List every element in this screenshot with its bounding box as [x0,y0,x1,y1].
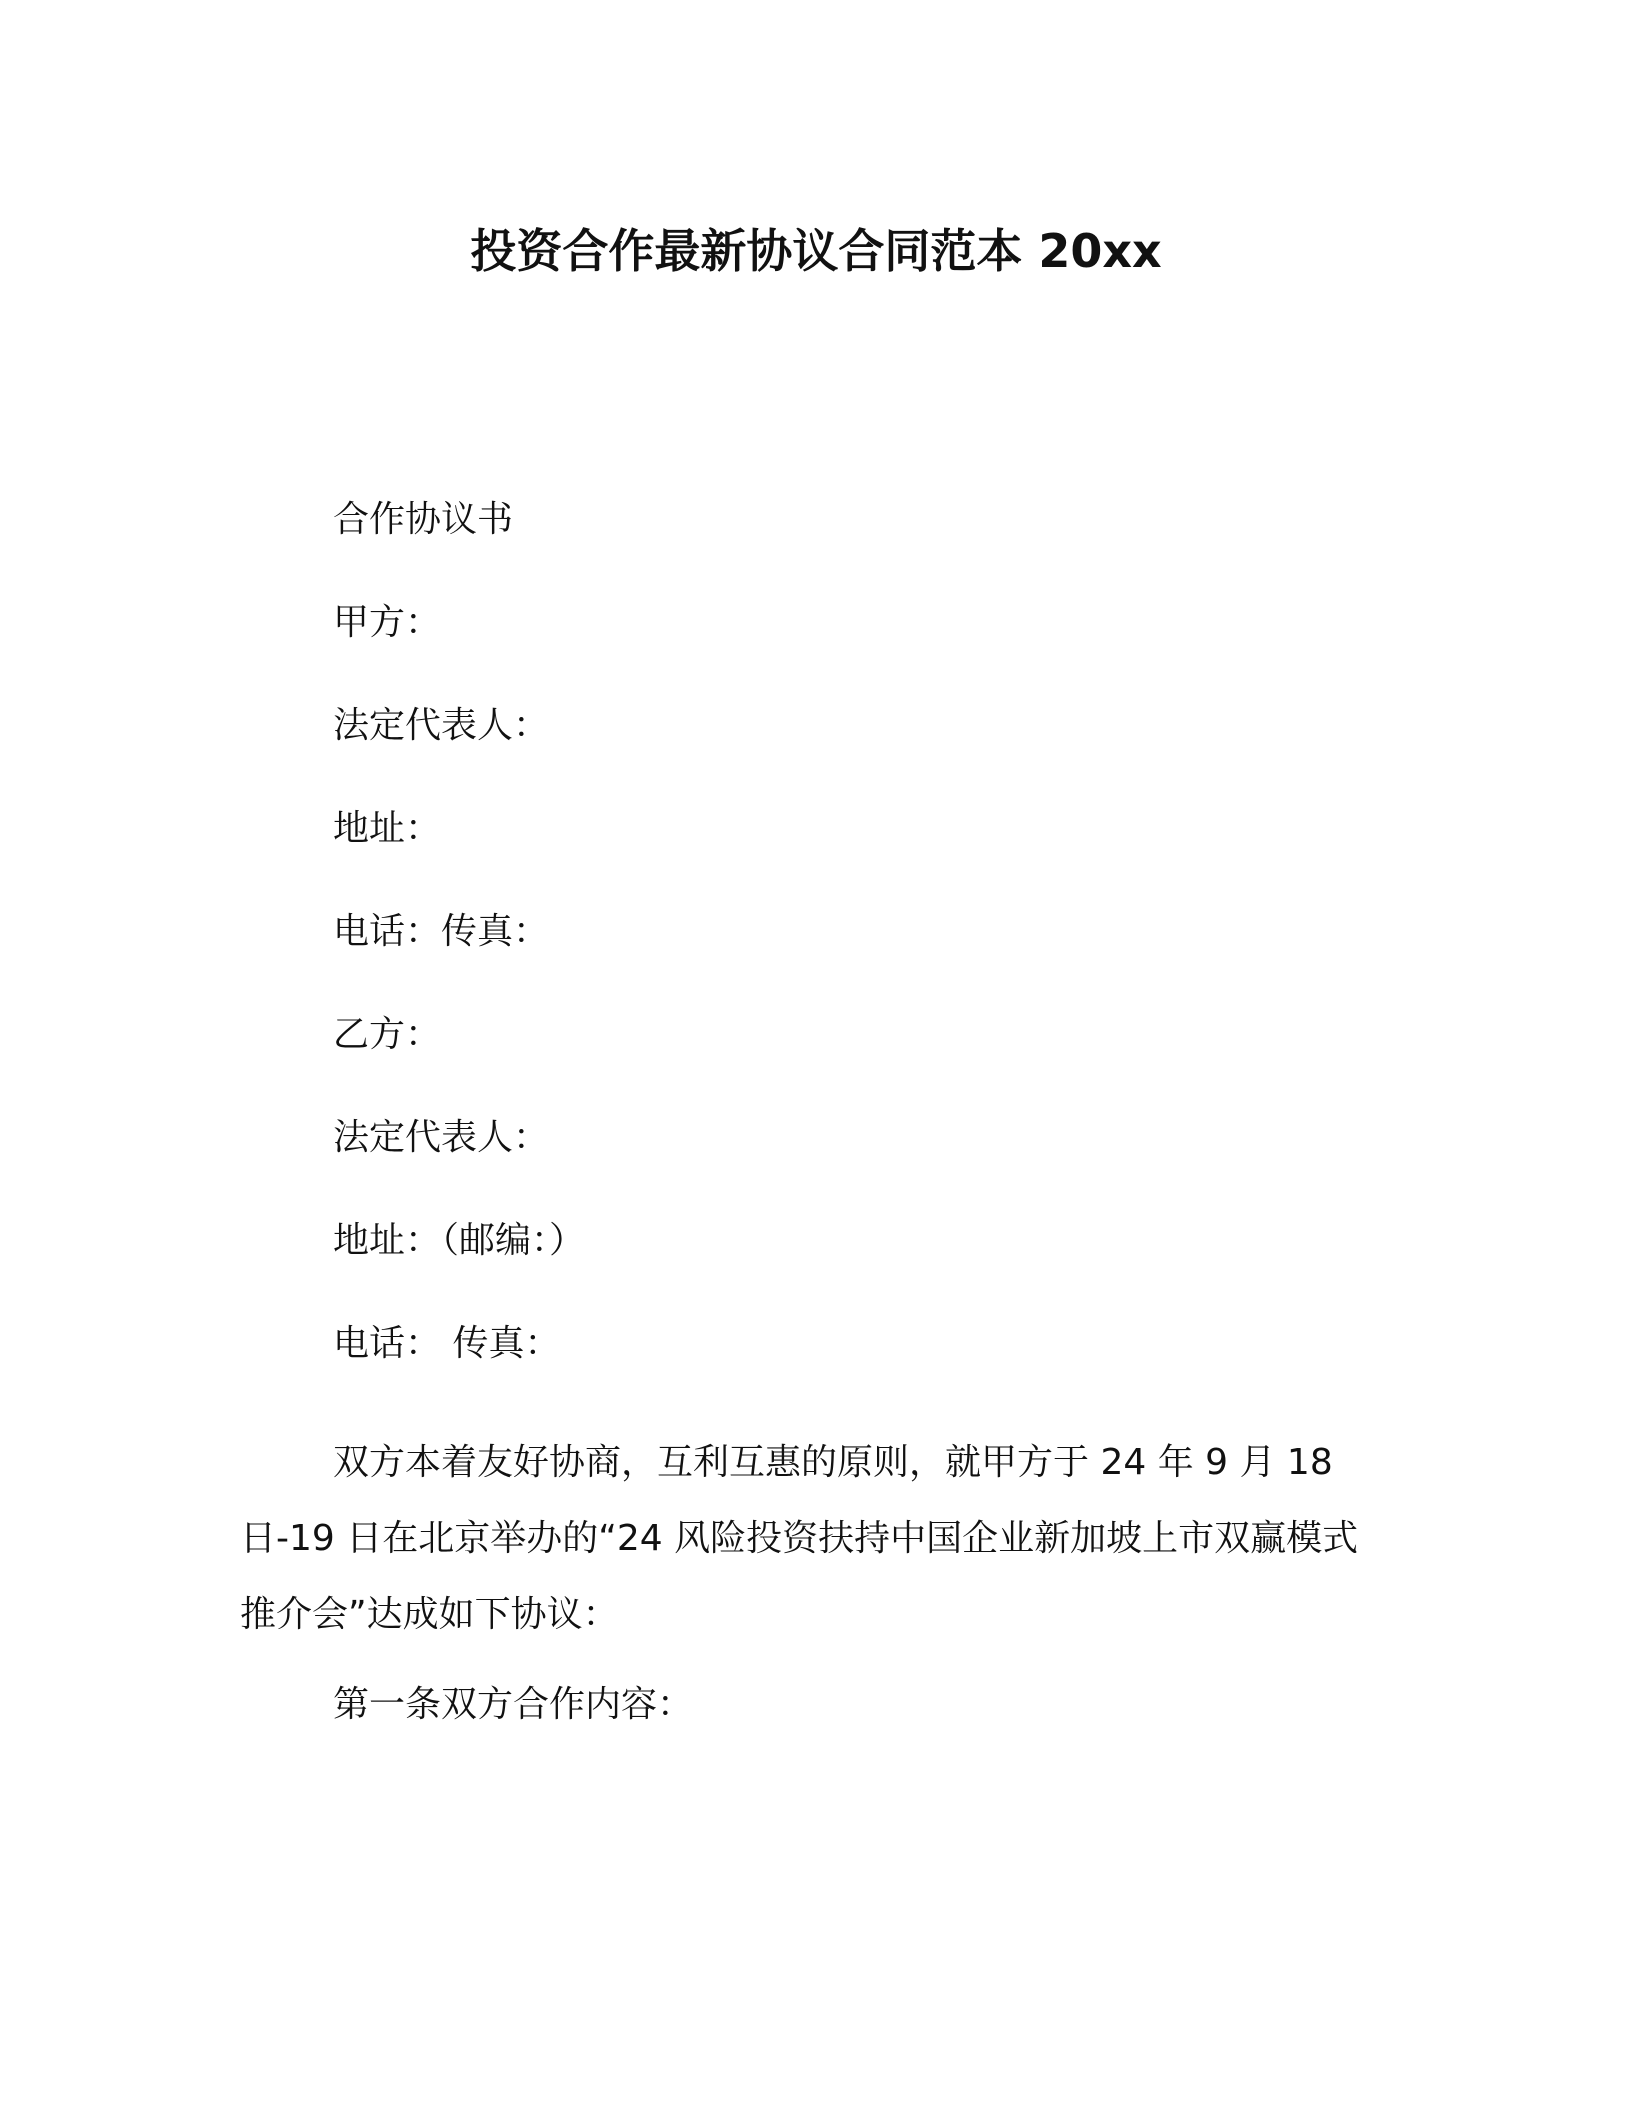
party-b-address: 地址：（邮编：） [333,1220,586,1261]
party-a-label: 甲方： [333,602,442,643]
intro-paragraph: 双方本着友好协商，互利互惠的原则，就甲方于 24 年 9 月 18 日-19 日在北京举办的“24 风险投资扶持中国企业新加坡上市双赢模式推介会”达成如下协议： [240,1442,1359,1635]
party-a-phone-fax: 电话：传真： [333,911,550,952]
party-b-label: 乙方： [333,1014,442,1055]
article-1-heading: 第一条双方合作内容： [333,1684,694,1725]
document-title: 投资合作最新协议合同范本 20xx [470,224,1162,278]
party-b-legal-rep: 法定代表人： [333,1117,550,1158]
party-b-phone-fax: 电话： 传真： [333,1323,561,1364]
party-a-address: 地址： [333,808,442,849]
agreement-heading: 合作协议书 [333,499,514,540]
party-a-legal-rep: 法定代表人： [333,705,550,746]
